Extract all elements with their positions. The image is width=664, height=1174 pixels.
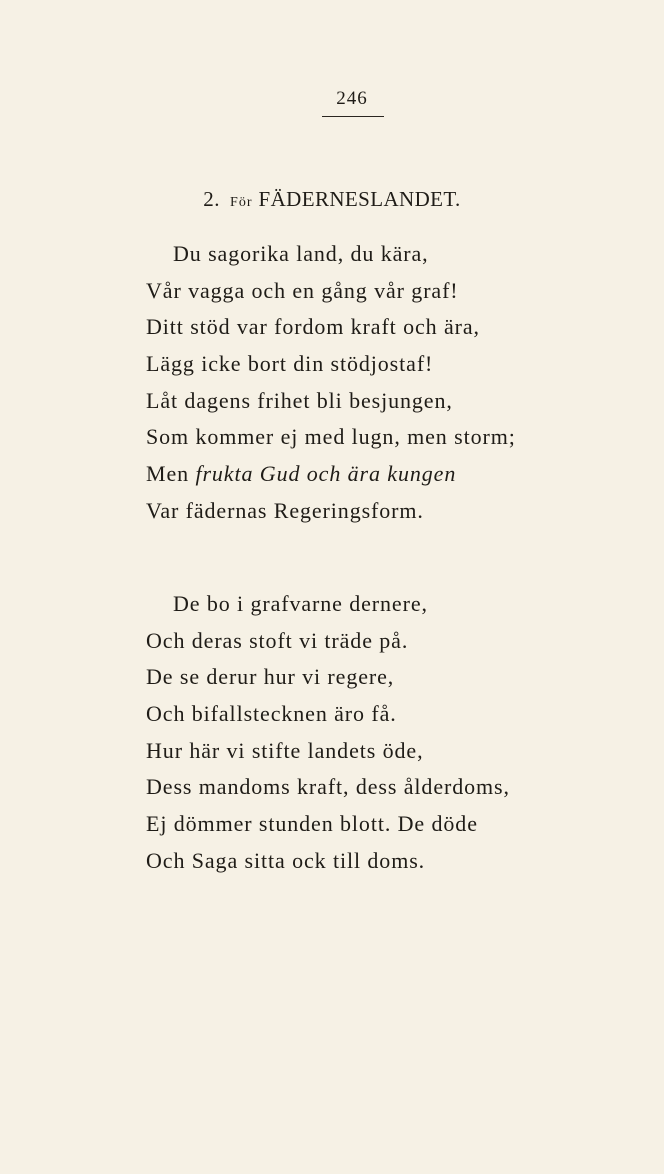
heading-number: 2. <box>203 187 221 211</box>
verse-line: Låt dagens frihet bli besjungen, <box>146 387 453 413</box>
verse-line-start: Men <box>146 461 196 487</box>
verse-line: Lägg icke bort din stödjostaf! <box>146 351 434 377</box>
verse-line: Ej dömmer stunden blott. De döde <box>146 811 478 837</box>
verse-line: Som kommer ej med lugn, men storm; <box>146 424 516 450</box>
verse-line-italic: frukta Gud och ära kungen <box>195 461 457 487</box>
verse-line: De bo i grafvarne dernere, <box>173 591 428 616</box>
verse-line: De se derur hur vi regere, <box>146 664 395 690</box>
verse-line <box>146 456 626 493</box>
verse-line: Och deras stoft vi träde på. <box>146 627 409 653</box>
stanza-1 <box>146 236 626 530</box>
verse-line: Hur här vi stifte landets öde, <box>146 737 424 763</box>
page-number: 246 <box>336 88 368 109</box>
verse-line: Dess mandoms kraft, dess ålderdoms, <box>146 774 510 800</box>
verse-line: Du sagorika land, du kära, <box>173 241 429 266</box>
page-number-rule <box>322 116 384 117</box>
verse-line: Ditt stöd var fordom kraft och ära, <box>146 314 480 340</box>
verse-line: Och Saga sitta ock till doms. <box>146 847 426 873</box>
verse-line: Och bifallstecknen äro få. <box>146 701 397 727</box>
stanza-2 <box>146 586 626 880</box>
verse-line: Vår vagga och en gång vår graf! <box>146 277 459 303</box>
heading-prefix: För <box>230 195 253 210</box>
poem-heading <box>0 186 664 216</box>
verse-line: Var fädernas Regeringsform. <box>146 497 424 523</box>
heading-title: FÄDERNESLANDET. <box>258 187 461 211</box>
